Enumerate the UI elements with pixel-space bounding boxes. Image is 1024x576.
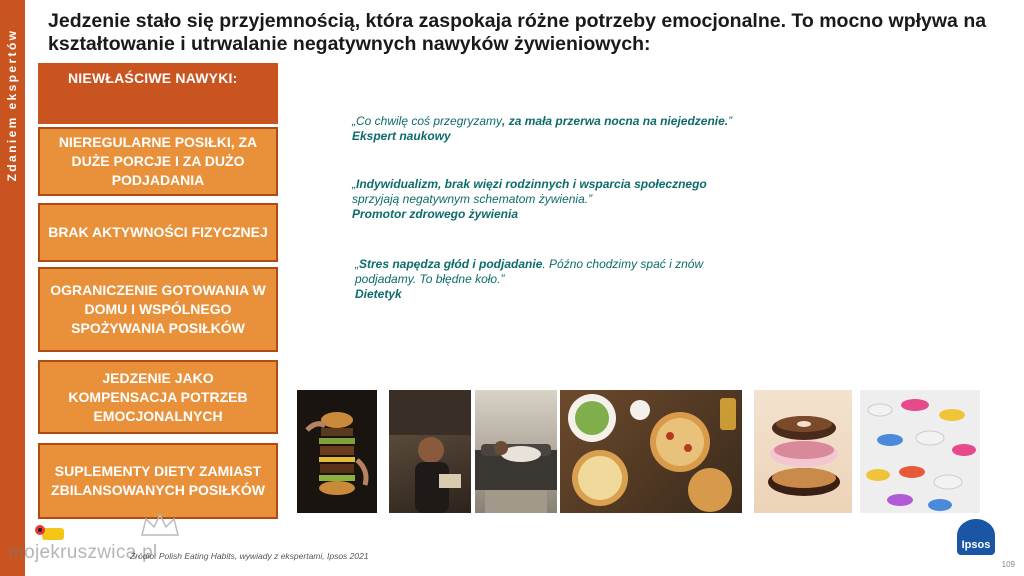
quote-bold-text: Indywidualizm, brak więzi rodzinnych i wsparcia społecznego (356, 177, 707, 191)
habit-irregular-meals (38, 127, 278, 196)
photo-sofa-phone (475, 390, 557, 513)
quote-open-mark: „ (352, 177, 356, 191)
habit-label: JEDZENIE JAKO KOMPENSACJA POTRZEB EMOCJONALNYCH (68, 369, 248, 424)
sidebar-band (0, 0, 25, 576)
photo-donuts (754, 390, 852, 513)
photo-burger-stack (297, 390, 377, 513)
habit-label: SUPLEMENTY DIETY ZAMIAST ZBILANSOWANYCH POSIŁKÓW (51, 463, 265, 498)
crown-logo-icon (138, 513, 182, 544)
quote-close-mark: ” (728, 114, 733, 128)
quote-bold-text: Stres napędza głód i podjadanie (359, 257, 543, 271)
quote-1 (352, 114, 772, 144)
habit-supplements (38, 443, 278, 519)
quote-author: Ekspert naukowy (352, 129, 451, 143)
habit-label: OGRANICZENIE GOTOWANIA W DOMU I WSPÓLNEGO SPOŻYWANIA POSIŁKÓW (50, 282, 266, 336)
habit-less-cooking (38, 267, 278, 352)
quote-plain-text: sprzyjają negatywnym schematom żywienia. (352, 192, 589, 206)
source-note: Źródło: Polish Eating Habits, wywiady z ekspertami, Ipsos 2021 (130, 551, 369, 561)
quote-close-mark: ” (500, 272, 505, 286)
quote-plain-text: Co chwilę coś przegryzamy (356, 114, 503, 128)
quote-open-mark: „ (355, 257, 359, 271)
photo-pizza-table (560, 390, 742, 513)
habit-no-activity (38, 203, 278, 262)
quote-author: Dietetyk (355, 287, 402, 301)
sidebar-label: Zdaniem ekspertów (5, 28, 19, 182)
quote-close-mark: ” (588, 192, 593, 206)
habit-label: NIEREGULARNE POSIŁKI, ZA DUŻE PORCJE I ZA DUŻO PODJADANIA (58, 134, 258, 188)
habit-label: BRAK AKTYWNOŚCI FIZYCZNEJ (48, 224, 268, 240)
quote-plain-text: . Późno chodzimy spać i znów podjadamy. To błędne koło. (355, 257, 704, 286)
page-title: Jedzenie stało się przyjemnością, która zaspokaja różne potrzeby emocjonalne. To mocno wpływa na kształtowanie i utrwalanie negatywnych nawyków żywieniowych: (48, 10, 987, 55)
photo-supplement-pills (860, 390, 980, 513)
photo-teen-tv (389, 390, 471, 513)
watermark: mojekruszwica.pl (8, 542, 158, 563)
quote-2 (352, 177, 752, 222)
habits-header: NIEWŁAŚCIWE NAWYKI: (38, 63, 278, 124)
quote-open-mark: „ (352, 114, 356, 128)
habit-emotional-eating (38, 360, 278, 434)
quote-bold-text: , za mała przerwa nocna na niejedzenie. (502, 114, 729, 128)
quote-author: Promotor zdrowego żywienia (352, 207, 519, 221)
page-number: 109 (1001, 560, 1015, 569)
ipsos-logo: Ipsos (957, 519, 995, 555)
quote-3 (355, 257, 735, 302)
